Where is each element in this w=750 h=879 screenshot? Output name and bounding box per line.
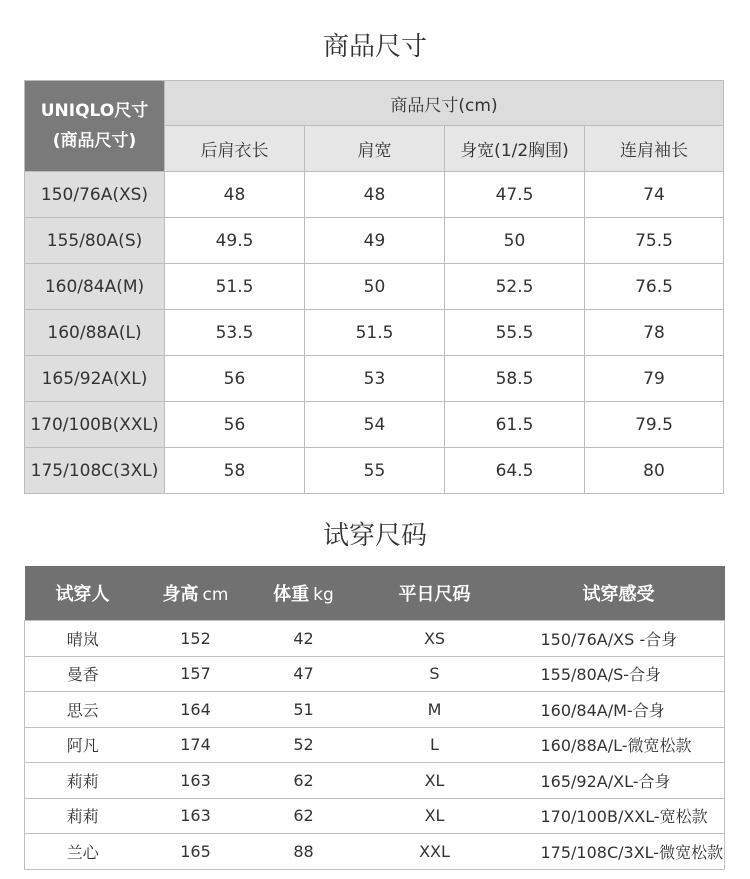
size-cell: S	[357, 656, 513, 692]
person-cell: 阿凡	[25, 727, 141, 763]
feel-cell: 160/88A/L-微宽松款	[513, 727, 725, 763]
column-header-sleeve-length: 连肩袖长	[585, 126, 724, 172]
table-cell: 55	[305, 448, 445, 494]
size-label: 165/92A(XL)	[25, 356, 165, 402]
header-height-label: 身高	[162, 584, 199, 605]
table-cell: 58.5	[445, 356, 585, 402]
table-cell: 53.5	[165, 310, 305, 356]
feel-cell: 150/76A/XS -合身	[513, 621, 725, 657]
corner-label-line1: UNIQLO尺寸	[40, 101, 149, 121]
table-row	[25, 834, 725, 870]
header-usual-size	[357, 566, 513, 621]
header-weight-unit: kg	[313, 585, 334, 605]
size-cell: L	[357, 727, 513, 763]
table-row	[25, 798, 725, 834]
size-cell: XL	[357, 798, 513, 834]
height-cell: 165	[141, 834, 251, 870]
table-row	[25, 402, 724, 448]
table-cell: 50	[305, 264, 445, 310]
feel-cell: 155/80A/S-合身	[513, 656, 725, 692]
column-header-back-length: 后肩衣长	[165, 126, 305, 172]
feel-cell: 165/92A/XL-合身	[513, 763, 725, 799]
size-label: 155/80A(S)	[25, 218, 165, 264]
table-cell: 49.5	[165, 218, 305, 264]
person-cell: 兰心	[25, 834, 141, 870]
table-cell: 80	[585, 448, 724, 494]
table-row	[25, 356, 724, 402]
header-person-label: 试穿人	[55, 584, 110, 605]
table-cell: 48	[165, 172, 305, 218]
person-cell: 莉莉	[25, 798, 141, 834]
size-label: 160/84A(M)	[25, 264, 165, 310]
size-cell: XS	[357, 621, 513, 657]
table-cell: 56	[165, 402, 305, 448]
table-cell: 47.5	[445, 172, 585, 218]
size-chart-title: 商品尺寸	[322, 32, 427, 62]
feel-cell: 160/84A/M-合身	[513, 692, 725, 728]
header-person	[25, 566, 141, 621]
person-cell: 思云	[25, 692, 141, 728]
table-row	[25, 218, 724, 264]
table-row	[25, 763, 725, 799]
size-column-header	[25, 81, 165, 172]
size-label: 150/76A(XS)	[25, 172, 165, 218]
table-cell: 54	[305, 402, 445, 448]
table-cell: 76.5	[585, 264, 724, 310]
weight-cell: 47	[251, 656, 357, 692]
weight-cell: 51	[251, 692, 357, 728]
height-cell: 174	[141, 727, 251, 763]
size-chart-table	[24, 80, 724, 494]
table-row	[25, 692, 725, 728]
height-cell: 163	[141, 798, 251, 834]
measurement-group-header: 商品尺寸(cm)	[165, 81, 724, 126]
table-cell: 50	[445, 218, 585, 264]
size-cell: XL	[357, 763, 513, 799]
height-cell: 163	[141, 763, 251, 799]
height-cell: 157	[141, 656, 251, 692]
header-height	[141, 566, 251, 621]
table-cell: 52.5	[445, 264, 585, 310]
table-row	[25, 310, 724, 356]
table-cell: 79	[585, 356, 724, 402]
size-label: 170/100B(XXL)	[25, 402, 165, 448]
weight-cell: 62	[251, 763, 357, 799]
corner-label-line2: (商品尺寸)	[52, 131, 137, 151]
table-cell: 78	[585, 310, 724, 356]
table-row	[25, 727, 725, 763]
header-feel-label: 试穿感受	[582, 584, 655, 605]
table-row	[25, 264, 724, 310]
table-cell: 61.5	[445, 402, 585, 448]
table-cell: 79.5	[585, 402, 724, 448]
size-label: 175/108C(3XL)	[25, 448, 165, 494]
table-row	[25, 656, 725, 692]
size-cell: XXL	[357, 834, 513, 870]
person-cell: 曼香	[25, 656, 141, 692]
table-cell: 74	[585, 172, 724, 218]
size-cell: M	[357, 692, 513, 728]
table-cell: 55.5	[445, 310, 585, 356]
header-weight	[251, 566, 357, 621]
header-feel	[513, 566, 725, 621]
header-size-label: 平日尺码	[398, 584, 471, 605]
tryon-title: 试穿尺码	[322, 521, 427, 551]
tryon-header-row	[25, 566, 725, 621]
height-cell: 152	[141, 621, 251, 657]
person-cell: 莉莉	[25, 763, 141, 799]
table-cell: 64.5	[445, 448, 585, 494]
table-cell: 48	[305, 172, 445, 218]
header-height-unit: cm	[202, 585, 229, 605]
feel-cell: 175/108C/3XL-微宽松款	[513, 834, 725, 870]
feel-cell: 170/100B/XXL-宽松款	[513, 798, 725, 834]
table-cell: 51.5	[165, 264, 305, 310]
weight-cell: 88	[251, 834, 357, 870]
table-cell: 56	[165, 356, 305, 402]
table-cell: 53	[305, 356, 445, 402]
table-cell: 51.5	[305, 310, 445, 356]
column-header-chest-width: 身宽(1/2胸围)	[445, 126, 585, 172]
tryon-table	[24, 566, 725, 870]
column-header-shoulder-width: 肩宽	[305, 126, 445, 172]
table-row	[25, 448, 724, 494]
weight-cell: 42	[251, 621, 357, 657]
person-cell: 晴岚	[25, 621, 141, 657]
weight-cell: 52	[251, 727, 357, 763]
table-row	[25, 621, 725, 657]
table-cell: 75.5	[585, 218, 724, 264]
table-row	[25, 172, 724, 218]
table-cell: 58	[165, 448, 305, 494]
header-weight-label: 体重	[273, 584, 310, 605]
height-cell: 164	[141, 692, 251, 728]
weight-cell: 62	[251, 798, 357, 834]
size-label: 160/88A(L)	[25, 310, 165, 356]
table-cell: 49	[305, 218, 445, 264]
